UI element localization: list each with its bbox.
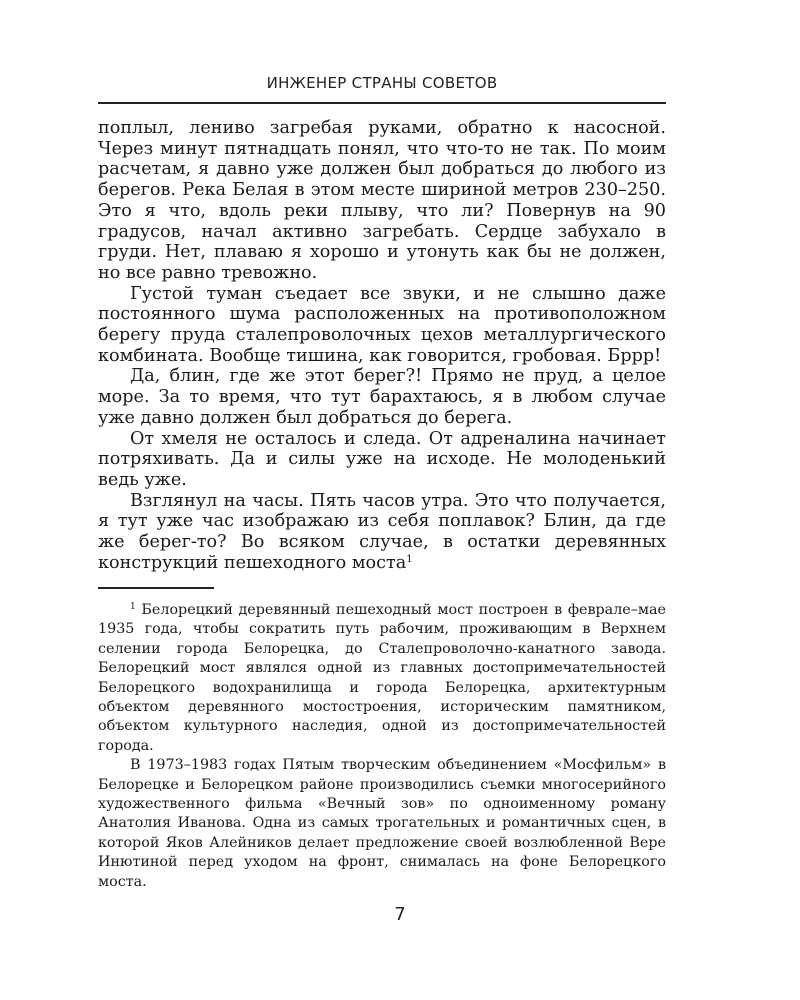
footnote <box>98 601 666 892</box>
paragraph: Да, блин, где же этот берег?! Прямо не пруд, а целое море. За то время, что тут барахтаюсь, я в любом случае уже давно должен был добраться до берега. <box>98 366 666 428</box>
header-rule <box>98 102 666 104</box>
paragraph: поплыл, лениво загребая руками, обратно к насосной. Через минут пятнадцать понял, что что-то не так. По моим расчетам, я давно уже должен был добраться до любого из берегов. Река Белая в этом месте шириной метров 230–250. Это я что, вдоль реки плыву, что ли? Повернув на 90 градусов, начал активно загребать. Сердце забухало в груди. Нет, плаваю я хорошо и утонуть как бы не должен, но все равно тревожно. <box>98 118 666 283</box>
page-number: 7 <box>394 904 406 925</box>
paragraph-text: Взглянул на часы. Пять часов утра. Это что получается, я тут уже час изображаю из себя поплавок? Блин, да где же берег-то? Во всяком случае, в остатки деревянных конструкций пешеходного моста <box>98 490 666 573</box>
book-page <box>98 72 666 892</box>
footnote-marker: 1 <box>130 601 136 612</box>
footnote-reference[interactable]: 1 <box>406 553 413 565</box>
main-text <box>98 118 666 573</box>
paragraph-with-note <box>98 491 666 574</box>
running-head: ИНЖЕНЕР СТРАНЫ СОВЕТОВ <box>266 74 498 92</box>
footnote-text: Белорецкий деревянный пешеходный мост построен в феврале–мае 1935 года, чтобы сократить путь рабочим, проживающим в Верхнем селении города Белорецка, до Сталепроволочно-канатного завода. Белорецкий мост являлся одной из главных достопримечательностей Белорецкого водохранилища и города Белорецка, архитектурным объектом деревянного мостостроения, историческим памятником, объектом культурного наследия, одной из достопримечательностей города. <box>98 601 666 754</box>
footnote-rule <box>98 587 214 589</box>
paragraph: От хмеля не осталось и следа. От адреналина начинает потряхивать. Да и силы уже на исходе. Не молоденький ведь уже. <box>98 428 666 490</box>
footnote-paragraph <box>98 601 666 756</box>
footnote-paragraph: В 1973–1983 годах Пятым творческим объединением «Мосфильм» в Белорецке и Белорецком районе производились съемки многосерийного художественного фильма «Вечный зов» по одноименному роману Анатолия Иванова. Одна из самых трогательных и романтичных сцен, в которой Яков Алейников делает предложение своей возлюбленной Вере Инютиной перед уходом на фронт, снималась на фоне Белорецкого моста. <box>98 757 666 890</box>
paragraph: Густой туман съедает все звуки, и не слышно даже постоянного шума расположенных на противоположном берегу пруда сталепроволочных цехов металлургического комбината. Вообще тишина, как говорится, гробовая. Бррр! <box>98 283 666 366</box>
